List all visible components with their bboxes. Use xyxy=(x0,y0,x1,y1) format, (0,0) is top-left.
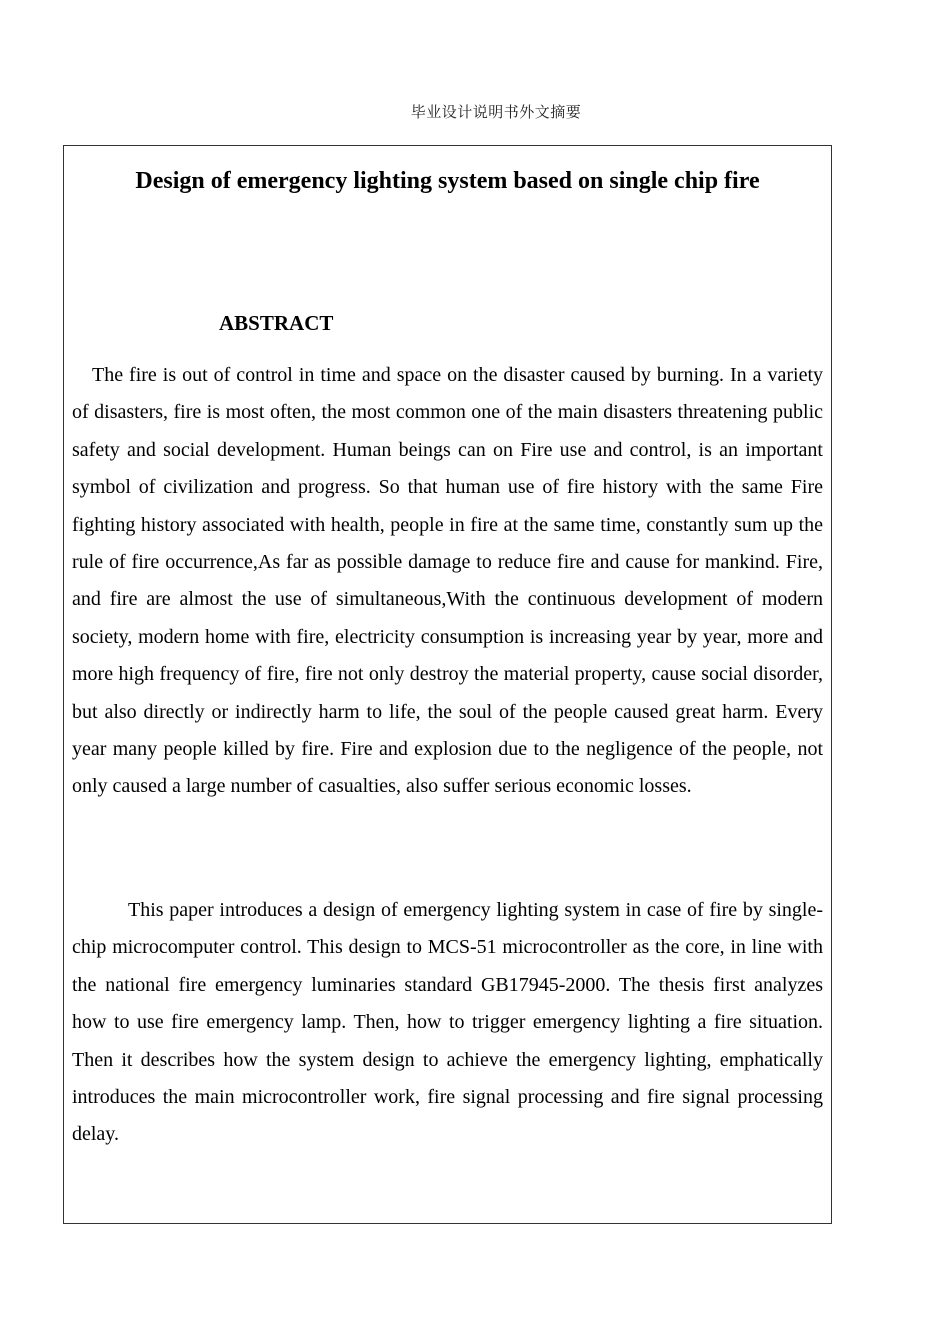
page-header: 毕业设计说明书外文摘要 xyxy=(410,103,582,121)
abstract-paragraph-2: This paper introduces a design of emergency lighting system in case of fire by single-chip microcomputer control. This design to MCS-51 microcontroller as the core, in line with the national fire emergency luminaries standard GB17945-2000. The thesis first analyzes how to use fire emergency lamp. Then, how to trigger emergency lighting a fire situation. Then it describes how the system design to achieve the emergency lighting, emphatically introduces the main microcontroller work, fire signal processing and fire signal processing delay. xyxy=(72,899,823,1146)
document-title: Design of emergency lighting system based on single chip fire xyxy=(135,168,760,194)
abstract-heading: ABSTRACT xyxy=(219,311,334,335)
abstract-paragraph-1: The fire is out of control in time and space on the disaster caused by burning. In a variety of disasters, fire is most often, the most common one of the main disasters threatening public safety and social development. Human beings can on Fire use and control, is an important symbol of civilization and progress. So that human use of fire history with the same Fire fighting history associated with health, people in fire at the same time, constantly sum up the rule of fire occurrence,As far as possible damage to reduce fire and cause for mankind. Fire, and fire are almost the use of simultaneous,With the continuous development of modern society, modern home with fire, electricity consumption is increasing year by year, more and more high frequency of fire, fire not only destroy the material property, cause social disorder, but also directly or indirectly harm to life, the soul of the people caused great harm. Every year many people killed by fire. Fire and explosion due to the negligence of the people, not only caused a large number of casualties, also suffer serious economic losses. xyxy=(72,364,823,798)
